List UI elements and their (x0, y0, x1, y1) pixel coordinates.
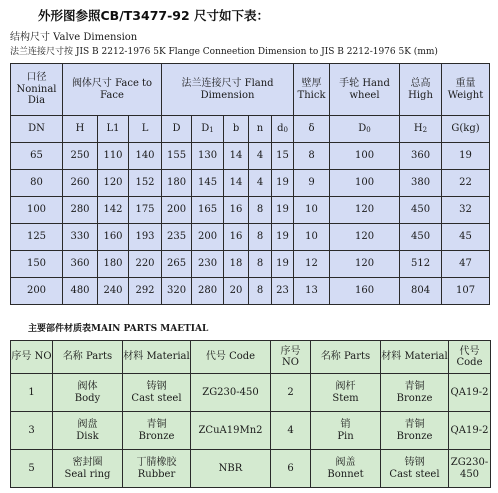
subheader-l: L (129, 116, 162, 143)
subheader-h2 (400, 116, 442, 143)
cell-l: 152 (129, 170, 162, 197)
cell-n: 8 (249, 224, 272, 251)
cell-d1: 230 (192, 251, 224, 278)
cell-high: 804 (400, 278, 442, 305)
cell-d: 155 (162, 143, 192, 170)
subheader-d1 (192, 116, 224, 143)
cell-no2 (271, 450, 311, 488)
cell-l: 175 (129, 197, 162, 224)
table-row (11, 224, 490, 251)
cell-h: 280 (63, 197, 98, 224)
cell-h: 330 (63, 224, 98, 251)
cell-l: 292 (129, 278, 162, 305)
subheader-b: b (224, 116, 249, 143)
cell-high: 450 (400, 197, 442, 224)
cell-text-no2: 6 (287, 462, 294, 474)
cell-weight: 19 (442, 143, 490, 170)
cell-h: 250 (63, 143, 98, 170)
parts-header-material-2: 材料 Material (381, 341, 449, 374)
cell-code2 (449, 450, 491, 488)
cell-hw: 100 (330, 143, 400, 170)
parts-header-code-2: 代号 Code (449, 341, 491, 374)
cell-l: 140 (129, 143, 162, 170)
table-row (11, 251, 490, 278)
cell-text-part-cn: 密封圈 (72, 457, 103, 468)
cell-n: 4 (249, 143, 272, 170)
cell-text-mat2-en: Bronze (396, 392, 433, 404)
cell-part (53, 450, 123, 488)
cell-code (191, 412, 271, 450)
cell-weight: 45 (442, 224, 490, 251)
cell-text-mat2-en: Bronze (396, 430, 433, 442)
cell-d0: 19 (272, 224, 294, 251)
cell-high: 512 (400, 251, 442, 278)
cell-hw: 160 (330, 278, 400, 305)
cell-l1: 240 (98, 278, 129, 305)
subheader-d1-base: D (201, 123, 210, 135)
cell-code2 (449, 374, 491, 412)
cell-text-part2-cn: 阀杆 (335, 381, 356, 392)
cell-no2 (271, 412, 311, 450)
cell-l1: 160 (98, 224, 129, 251)
cell-text-part2-cn: 销 (340, 419, 351, 430)
cell-weight: 107 (442, 278, 490, 305)
cell-part2 (311, 450, 381, 488)
parts-header-code: 代号 Code (191, 341, 271, 374)
cell-weight: 47 (442, 251, 490, 278)
cell-text-part2-en: Pin (337, 430, 354, 442)
parts-header-row (11, 341, 491, 374)
parts-header-parts: 名称 Parts (53, 341, 123, 374)
cell-d1: 145 (192, 170, 224, 197)
cell-d: 265 (162, 251, 192, 278)
cell-d0: 19 (272, 251, 294, 278)
document-title: 外形图参照CB/T3477-92 尺寸如下表： (38, 8, 270, 23)
cell-weight: 32 (442, 197, 490, 224)
header-weight: 重量 Weight (442, 64, 490, 116)
cell-l1: 180 (98, 251, 129, 278)
cell-n: 8 (249, 197, 272, 224)
cell-mat2 (381, 374, 449, 412)
cell-text-no2: 2 (287, 386, 294, 398)
cell-hw: 100 (330, 170, 400, 197)
cell-d0: 19 (272, 170, 294, 197)
parts-header-no: 序号 NO (11, 341, 53, 374)
header-flange-dimension: 法兰连接尺寸 Fland Dimension (162, 64, 294, 116)
cell-h: 260 (63, 170, 98, 197)
cell-d1: 165 (192, 197, 224, 224)
cell-h: 360 (63, 251, 98, 278)
cell-hw: 120 (330, 197, 400, 224)
cell-text-part-cn: 阀盘 (77, 419, 98, 430)
cell-code2 (449, 412, 491, 450)
cell-text-code: ZCuA19Mn2 (198, 424, 263, 436)
table-row (11, 374, 491, 412)
cell-mat (123, 374, 191, 412)
dimension-table (10, 63, 490, 305)
dimension-header-row (11, 64, 490, 116)
subheader-d0 (272, 116, 294, 143)
subheader-d0-base: d (277, 123, 284, 135)
cell-text-code2: QA19-2 (450, 386, 489, 398)
subheader-weight-kg: G(kg) (442, 116, 490, 143)
cell-text-mat-cn: 铸钢 (146, 381, 167, 392)
parts-header-parts-2: 名称 Parts (311, 341, 381, 374)
cell-dn: 200 (11, 278, 63, 305)
cell-text-no2: 4 (287, 424, 294, 436)
cell-text-part-en: Disk (76, 430, 99, 442)
cell-text-code: ZG230-450 (202, 386, 259, 398)
cell-dn: 125 (11, 224, 63, 251)
header-hand-wheel: 手轮 Hand wheel (330, 64, 400, 116)
cell-text-code: NBR (218, 462, 243, 474)
subheader-l1: L1 (98, 116, 129, 143)
cell-no (11, 450, 53, 488)
cell-code (191, 450, 271, 488)
cell-delta: 10 (294, 224, 330, 251)
subheader-d: D (162, 116, 192, 143)
subheader-d1-sub: 1 (209, 126, 214, 135)
cell-text-mat2-cn: 铸钢 (404, 457, 425, 468)
subheader-h: H (63, 116, 98, 143)
cell-high: 360 (400, 143, 442, 170)
cell-mat (123, 412, 191, 450)
cell-no2 (271, 374, 311, 412)
header-thick: 壁厚 Thick (294, 64, 330, 116)
cell-text-part-en: Body (74, 392, 101, 404)
cell-d0: 23 (272, 278, 294, 305)
cell-b: 16 (224, 197, 249, 224)
dimension-table-body (11, 143, 490, 305)
cell-part (53, 412, 123, 450)
cell-code (191, 374, 271, 412)
cell-text-no: 3 (28, 424, 35, 436)
cell-high: 450 (400, 224, 442, 251)
cell-text-no: 1 (28, 386, 35, 398)
header-face-to-face: 阀体尺寸 Face to Face (63, 64, 162, 116)
cell-text-code2: QA19-2 (450, 424, 489, 436)
cell-b: 14 (224, 143, 249, 170)
cell-l1: 110 (98, 143, 129, 170)
cell-hw: 120 (330, 251, 400, 278)
cell-part (53, 374, 123, 412)
parts-header-material: 材料 Material (123, 341, 191, 374)
table-row (11, 278, 490, 305)
subheader-delta: δ (294, 116, 330, 143)
cell-part2 (311, 412, 381, 450)
cell-text-mat2-cn: 青铜 (404, 381, 425, 392)
cell-hw: 120 (330, 224, 400, 251)
subheader-h2-base: H (413, 123, 423, 135)
cell-text-mat-cn: 丁腈橡胶 (136, 457, 177, 468)
cell-d1: 130 (192, 143, 224, 170)
cell-no (11, 374, 53, 412)
parts-header-no-2: 序号 NO (271, 341, 311, 374)
subheader-hw-base: D (358, 123, 367, 135)
table-row (11, 412, 491, 450)
cell-l: 193 (129, 224, 162, 251)
cell-dn: 65 (11, 143, 63, 170)
cell-dn: 80 (11, 170, 63, 197)
cell-h: 480 (63, 278, 98, 305)
cell-text-mat-cn: 青铜 (146, 419, 167, 430)
cell-high: 380 (400, 170, 442, 197)
cell-d: 235 (162, 224, 192, 251)
cell-n: 8 (249, 251, 272, 278)
cell-d1: 280 (192, 278, 224, 305)
cell-d1: 200 (192, 224, 224, 251)
cell-b: 14 (224, 170, 249, 197)
cell-delta: 9 (294, 170, 330, 197)
cell-mat2 (381, 412, 449, 450)
cell-n: 4 (249, 170, 272, 197)
subheader-h2-sub: 2 (422, 126, 428, 135)
cell-b: 16 (224, 224, 249, 251)
cell-mat2 (381, 450, 449, 488)
cell-delta: 10 (294, 197, 330, 224)
valve-dimension-subtitle: 结构尺寸 Valve Dimension (10, 32, 138, 43)
cell-text-mat-en: Bronze (138, 430, 175, 442)
cell-b: 20 (224, 278, 249, 305)
cell-text-mat-en: Rubber (137, 468, 176, 480)
cell-delta: 13 (294, 278, 330, 305)
subheader-n: n (249, 116, 272, 143)
cell-d: 180 (162, 170, 192, 197)
subheader-d0-sub: 0 (283, 126, 288, 135)
cell-delta: 12 (294, 251, 330, 278)
cell-l1: 142 (98, 197, 129, 224)
flange-standard-note: 法兰连接尺寸按 JIS B 2212-1976 5K Flange Conneetion Dimension to JIS B 2212-1976 5K (mm) (10, 47, 438, 57)
cell-d0: 15 (272, 143, 294, 170)
cell-text-mat-en: Cast steel (131, 392, 182, 404)
cell-d: 200 (162, 197, 192, 224)
cell-d: 320 (162, 278, 192, 305)
table-row (11, 170, 490, 197)
table-row (11, 197, 490, 224)
cell-text-mat2-cn: 青铜 (404, 419, 425, 430)
cell-text-part2-cn: 阀盖 (335, 457, 356, 468)
cell-text-part-en: Seal ring (64, 468, 111, 480)
cell-weight: 22 (442, 170, 490, 197)
header-high: 总高 High (400, 64, 442, 116)
cell-text-part2-en: Stem (332, 392, 359, 404)
cell-text-code2: ZG230-450 (450, 457, 489, 480)
cell-part2 (311, 374, 381, 412)
cell-no (11, 412, 53, 450)
parts-table-body (11, 374, 491, 488)
subheader-hand-wheel-d0 (330, 116, 400, 143)
cell-d0: 19 (272, 197, 294, 224)
table-row (11, 143, 490, 170)
table-row (11, 450, 491, 488)
cell-dn: 150 (11, 251, 63, 278)
cell-text-mat2-en: Cast steel (389, 468, 440, 480)
parts-material-table (10, 340, 491, 488)
subheader-dn: DN (11, 116, 63, 143)
cell-dn: 100 (11, 197, 63, 224)
cell-text-part2-en: Bonnet (327, 468, 364, 480)
cell-l: 220 (129, 251, 162, 278)
subheader-hw-sub: 0 (366, 126, 371, 135)
parts-table-title: 主要部件材质表MAIN PARTS MAETIAL (28, 324, 209, 334)
cell-delta: 8 (294, 143, 330, 170)
header-nominal-dia: 口径 Noninal Dia (11, 64, 63, 116)
cell-text-part-cn: 阀体 (77, 381, 98, 392)
cell-text-no: 5 (28, 462, 35, 474)
cell-mat (123, 450, 191, 488)
cell-l1: 120 (98, 170, 129, 197)
cell-b: 18 (224, 251, 249, 278)
dimension-subheader-row (11, 116, 490, 143)
cell-n: 8 (249, 278, 272, 305)
